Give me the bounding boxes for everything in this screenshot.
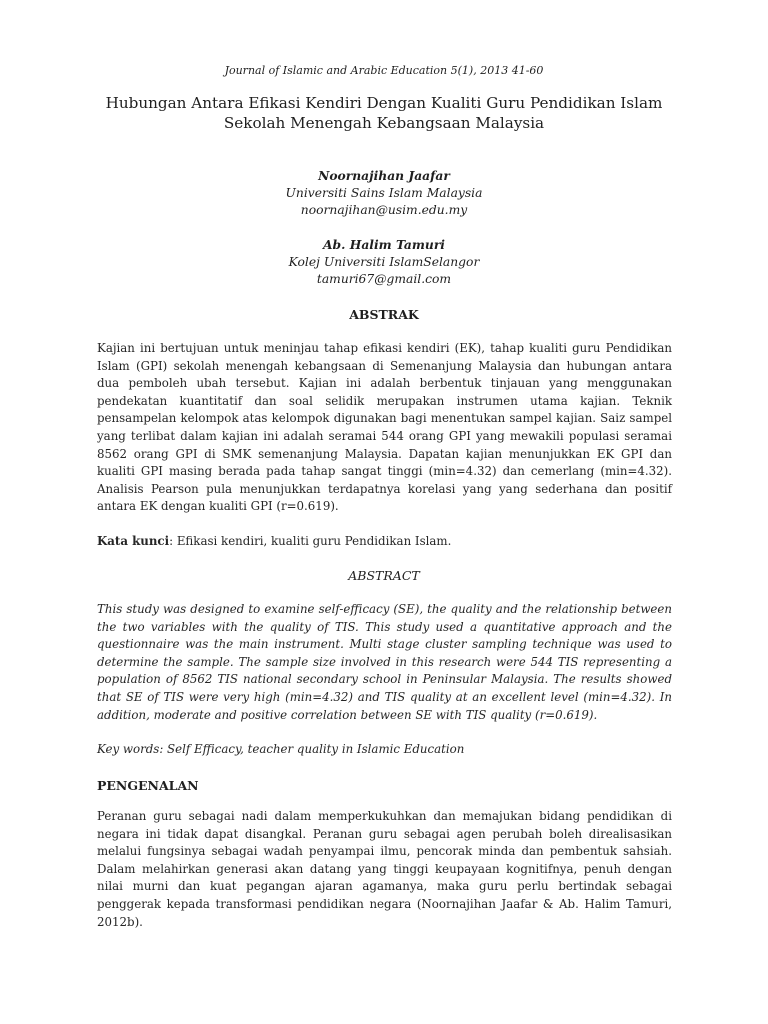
kata-kunci-label: Kata kunci [97,534,170,548]
abstract-heading: ABSTRACT [348,568,420,583]
paper-title-line-1: Hubungan Antara Efikasi Kendiri Dengan Kualiti Guru Pendidikan Islam [105,94,663,112]
author-block-2 [0,236,768,289]
author-affiliation: Kolej Universiti IslamSelangor [288,254,480,269]
pengenalan-paragraph: Peranan guru sebagai nadi dalam memperkukuhkan dan memajukan bidang pendidikan di negara ini tidak dapat disangkal. Peranan guru sebagai agen perubah boleh direalisasikan melalui fungsinya sebagai wadah penyampai ilmu, pencorak minda dan pembentuk sahsiah. Dalam melahirkan generasi akan datang yang tinggi keupayaan kognitifnya, penuh dengan nilai murni dan kuat pegangan ajaran agamanya, maka guru perlu bertindak sebagai penggerak kepada transformasi pendidikan negara (Noornajihan Jaafar & Ab. Halim Tamuri, 2012b). [97,809,672,929]
pengenalan-heading: PENGENALAN [97,778,199,793]
author-email: noornajihan@usim.edu.my [300,203,468,218]
kata-kunci-line [97,533,672,551]
paper-title-line-2: Sekolah Menengah Kebangsaan Malaysia [223,114,545,132]
author-email: tamuri67@gmail.com [316,272,452,287]
paper-title [0,93,768,133]
abstrak-heading: ABSTRAK [349,307,419,322]
kata-kunci-text: : Efikasi kendiri, kualiti guru Pendidikan Islam. [169,534,452,548]
abstract-paragraph: This study was designed to examine self-efficacy (SE), the quality and the relationship between the two variables with the quality of TIS. This study used a quantitative approach and the questionnaire was the main instrument. Multi stage cluster sampling technique was used to determine the sample. The sample size involved in this research were 544 TIS representing a population of 8562 TIS national secondary school in Peninsular Malaysia. The results showed that SE of TIS were very high (min=4.32) and TIS quality at an excellent level (min=4.32). In addition, moderate and positive correlation between SE with TIS quality (r=0.619). [97,602,672,722]
author-name: Noornajihan Jaafar [318,168,450,183]
key-words-line: Key words: Self Efficacy, teacher quality in Islamic Education [97,742,465,756]
author-name: Ab. Halim Tamuri [323,237,445,252]
abstrak-paragraph: Kajian ini bertujuan untuk meninjau tahap efikasi kendiri (EK), tahap kualiti guru Pendidikan Islam (GPI) sekolah menengah kebangsaan di Semenanjung Malaysia dan hubungan antara dua pemboleh ubah tersebut. Kajian ini adalah berbentuk tinjauan yang menggunakan pendekatan kuantitatif dan soal selidik merupakan instrumen utama kajian. Teknik pensampelan kelompok atas kelompok digunakan bagi menentukan sampel kajian. Saiz sampel yang terlibat dalam kajian ini adalah seramai 544 orang GPI yang mewakili populasi seramai 8562 orang GPI di SMK semenanjung Malaysia. Dapatan kajian menunjukkan EK GPI dan kualiti GPI masing berada pada tahap sangat tinggi (min=4.32) dan cemerlang (min=4.32). Analisis Pearson pula menunjukkan terdapatnya korelasi yang yang sederhana dan positif antara EK dengan kualiti GPI (r=0.619). [97,341,672,514]
author-block-1 [0,167,768,220]
journal-citation: Journal of Islamic and Arabic Education 5(1), 2013 41-60 [224,64,544,77]
author-affiliation: Universiti Sains Islam Malaysia [285,185,483,200]
